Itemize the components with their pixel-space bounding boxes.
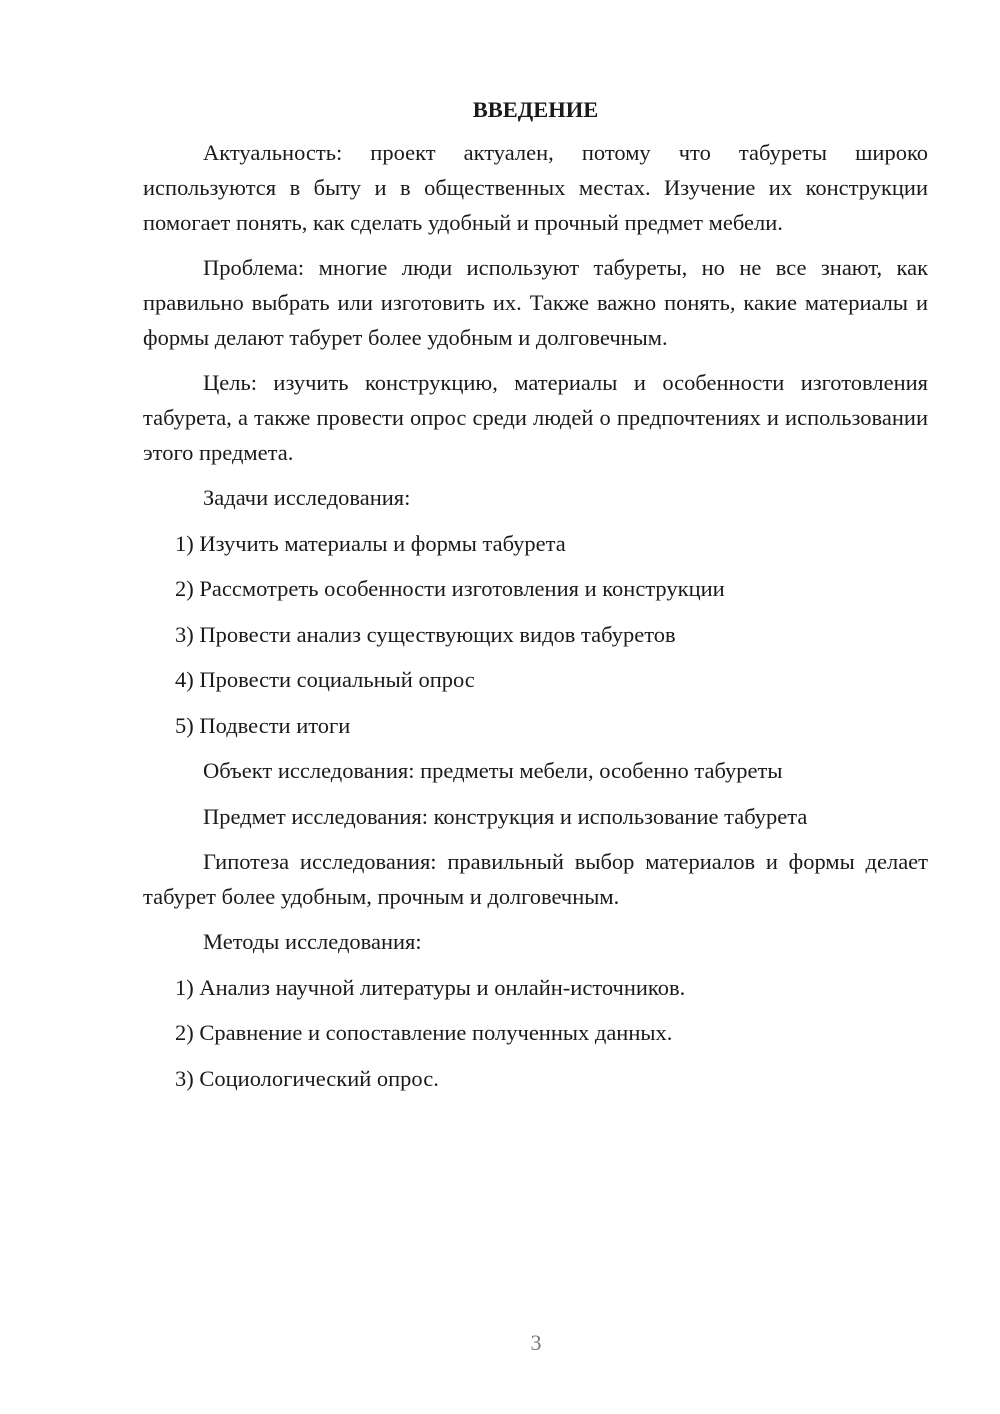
hypothesis-paragraph: Гипотеза исследования: правильный выбор материалов и формы делает табурет более удобным, прочным и долговечным. [143, 849, 928, 909]
task-item: 5) Подвести итоги [175, 712, 351, 738]
relevance-paragraph: Актуальность: проект актуален, потому что табуреты широко используются в быту и в общественных местах. Изучение их конструкции помогает понять, как сделать удобный и прочный предмет мебели. [143, 140, 928, 235]
method-item: 2) Сравнение и сопоставление полученных данных. [175, 1020, 673, 1045]
tasks-title: Задачи исследования: [203, 485, 411, 510]
page-number: 3 [530, 1330, 542, 1355]
method-item: 3) Социологический опрос. [175, 1065, 439, 1091]
problem-paragraph: Проблема: многие люди используют табуреты, но не все знают, как правильно выбрать или изготовить их. Также важно понять, какие материалы и формы делают табурет более удобным и долговечным. [143, 255, 928, 350]
page-content [143, 92, 928, 1106]
research-object: Объект исследования: предметы мебели, особенно табуреты [203, 758, 783, 783]
research-subject: Предмет исследования: конструкция и использование табурета [203, 803, 808, 829]
task-item: 4) Провести социальный опрос [175, 667, 475, 692]
section-heading: ВВЕДЕНИЕ [472, 97, 599, 122]
task-item: 1) Изучить материалы и формы табурета [175, 530, 566, 556]
goal-paragraph: Цель: изучить конструкцию, материалы и особенности изготовления табурета, а также провести опрос среди людей о предпочтениях и использовании этого предмета. [143, 370, 928, 465]
task-item: 2) Рассмотреть особенности изготовления и конструкции [175, 576, 725, 601]
methods-title: Методы исследования: [203, 929, 422, 954]
method-item: 1) Анализ научной литературы и онлайн-источников. [175, 974, 686, 1000]
task-item: 3) Провести анализ существующих видов табуретов [175, 621, 676, 647]
